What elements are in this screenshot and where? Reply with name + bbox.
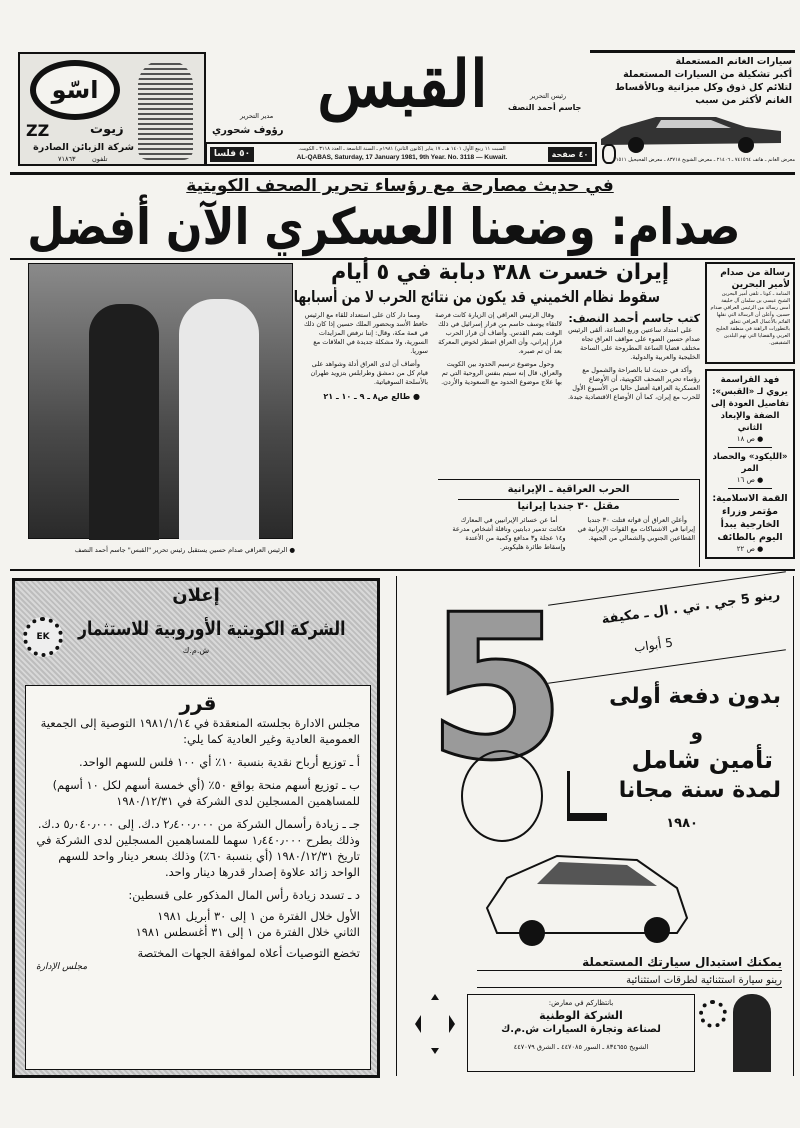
- mascot-figure: [138, 60, 193, 160]
- ghanem-used-cars-ad: [590, 50, 795, 165]
- sidebar-item-text: المنامة ـ كونا ـ تلقى أمير البحرين الشيخ عيسى بن سلمان آل خليفة أمس رسالة من الرئيس العراقي صدام حسين. وأعلن أن الرسالة التي نقلها القائم بالأعمال العراقي تتعلق بالتطورات الراهنة في منطقة الخليج العربي والقضايا التي تهم البلدين الشقيقين.: [710, 291, 790, 346]
- article-body: [300, 311, 700, 567]
- paragraph: وحول موضوع ترسيم الحدود بين الكويت والعراق، قال إنه سيتم بنفس الروحية التي تم بها علاج موضوع الحدود مع السعودية والأردن.: [441, 360, 562, 386]
- rider-illustration: [567, 771, 607, 821]
- war-box: [438, 479, 700, 567]
- dealer-company: لصناعة وتجارة السيارات ش.م.ك: [501, 1024, 661, 1035]
- offer-no-down-payment: بدون دفعة أولى: [609, 684, 781, 709]
- sedan-car-image: [596, 111, 786, 155]
- war-box-title: الحرب العراقية ـ الإيرانية: [507, 484, 630, 495]
- gear-logo-icon: [699, 1000, 727, 1028]
- sidebar-item[interactable]: [710, 492, 790, 554]
- kicker-text: في حديث مصارحة مع رؤساء تحرير الصحف الكويتية: [186, 176, 614, 196]
- right-sidebar: [705, 262, 795, 562]
- pages-badge: [548, 147, 592, 162]
- article-column-1: [568, 311, 700, 406]
- company-type: ش.م.ك: [182, 646, 210, 655]
- headline-text: صدام: وضعنا العسكري الآن أفضل: [27, 198, 741, 256]
- dateline-strip: [205, 142, 597, 166]
- subhead-2-text: سقوط نظام الخميني قد يكون من نتائج الحرب لا من أسبابها: [293, 288, 660, 306]
- news-photo: [28, 263, 293, 539]
- figure-guest: [179, 299, 259, 540]
- paragraph: وأكد في حديث لنا بالصراحة والشمول مع رؤساء تحرير الصحف الكويتية، أن الأوضاع العسكرية العراقية أفضل حاليا من الأسبوع الأول للحرب مع إيران، كما أن الأوضاع الاقتصادية جيدة.: [567, 366, 700, 401]
- company-name: الشركة الكويتية الأوروبية للاستثمار: [77, 618, 346, 640]
- product-label: زيوت: [90, 122, 124, 137]
- main-headline: [27, 198, 741, 256]
- ad-line: الغانم لأكثر من سبب: [695, 95, 792, 106]
- big-number-text: 5: [427, 572, 567, 805]
- subhead-1: [310, 260, 690, 286]
- sidebar-item-title: القمة الاسلامية: مؤتمر وزراء الخارجية يبدأ اليوم بالطائف: [712, 493, 788, 543]
- subhead-1-text: إيران خسرت ٣٨٨ دبابة في ٥ أيام: [330, 260, 670, 285]
- continued-reference: ● طالع ص٨ ـ ٩ ـ ١٠ ـ ٢١: [323, 392, 420, 401]
- paragraph: وقال الرئيس العراقي إن الزيارة كانت فرصة لالتقاء يوسف حاسم من قرار إسرائيل في ذلك الوقت بضم القدس. وأضاف أن قرار الحرب قرار إيراني، وأن العراق اضطر لخوض المعركة بعد أن تم صبره.: [435, 311, 562, 355]
- year-label: ١٩٨٠: [666, 816, 698, 831]
- price-label: ٥٠ فلسا: [213, 149, 251, 159]
- page-ref: ● ص ٢٢: [736, 545, 764, 553]
- renault-5-ad: [396, 572, 794, 1076]
- showrooms-label: بانتظاركم في معارض:: [548, 999, 614, 1007]
- sidebar-item[interactable]: [710, 451, 790, 485]
- page-ref: ● ص ١٦: [736, 476, 764, 484]
- seal-icon: [602, 144, 616, 164]
- kuwait-european-investment-notice: [12, 578, 380, 1078]
- photo-caption: ● الرئيس العراقي صدام حسين يستقبل رئيس تحرير "القبس" جاسم أحمد النصف: [74, 546, 295, 554]
- phone-label: تلفون: [92, 155, 108, 163]
- ek-logo: EK: [23, 617, 63, 657]
- notice-item: ب ـ توزيع أسهم منحة بواقع ٥٠٪ (أي خمسة أسهم لكل ١٠ أسهم) للمساهمين المسجلين لدى الشركة في ١٩٨٠/١٢/٣١: [52, 778, 360, 808]
- notice-item: أ ـ توزيع أرباح نقدية بنسبة ١٠٪ أي ١٠٠ فلس للسهم الواحد.: [78, 755, 360, 769]
- sidebar-item-title: فهد القراسمة يروي لـ «القبس»: تفاصيل العودة إلى الضفة والإبعاد الثاني: [710, 375, 789, 433]
- pages-label: ٤٠ صفحة: [551, 150, 589, 159]
- managing-editor-name: رؤوف شحوري: [212, 125, 284, 136]
- subhead-2: [293, 288, 660, 307]
- kicker: [120, 176, 680, 196]
- sidebar-item: [705, 262, 795, 364]
- section-divider: [10, 569, 795, 571]
- offer-insurance: تأمين شامل: [631, 746, 773, 774]
- esso-logo: [30, 60, 120, 120]
- ad-footer: معرض الغانم ـ هاتف ٧٤١٥٦٤ ـ ٢١٤٠٦ ـ معرض الشويخ ٨٣٧١٨ ـ معرض الفحيحيل ٧١٥١١: [613, 157, 795, 163]
- managing-editor-label: مدير التحرير: [240, 112, 274, 120]
- sidebar-item[interactable]: [710, 374, 790, 444]
- brand-name: اسّو: [51, 76, 99, 104]
- signature: مجلس الإدارة: [36, 962, 88, 972]
- notice-item: جـ ـ زيادة رأسمال الشركة من ٢٫٤٠٠٫٠٠٠ د.ك. إلى ٥٫٠٤٠٫٠٠٠ د.ك. وذلك بطرح ١٫٤٤٠٫٠٠٠ سهما للمساهمين المسجلين لدى الشركة في تاريخ ١٩٨٠/١٢/٣١ (أي بنسبة ٦٠٪) وذلك بسعر دينار واحد للسهم الواحد زائد علاوة إصدار قدرها دينار واحد.: [36, 817, 360, 879]
- tradein-line: يمكنك استبدال سيارتك المستعملة: [477, 954, 782, 971]
- byline: كتب جاسم أحمد النصف:: [568, 312, 700, 325]
- notice-header: إعلان: [172, 585, 220, 606]
- chief-editor-label: رئيس التحرير: [530, 92, 567, 100]
- paragraph: وأضاف أن لدى العراق أدلة وشواهد على قيام كل من دمشق وطرابلس بتزويد طهران بالأسلحة السوفياتية.: [310, 360, 428, 386]
- notice-footer: تخضع التوصيات أعلاه لموافقة الجهات المختصة: [137, 946, 360, 960]
- paragraph: أما عن خسائر الإيرانيين في المعارك فكانت تدمير دبابتين وناقلة أشخاص مدرعة و١٤ عجلة و٣ مدافع وكمية من الأعتدة وإسقاط طائرة هليكوبتر.: [452, 516, 566, 551]
- dealer-name: الشركة الوطنية: [539, 1009, 623, 1022]
- chief-editor-name: جاسم أحمد النصف: [508, 103, 582, 112]
- renault-5-car-image: [477, 838, 697, 948]
- dealer-figure: [733, 994, 771, 1072]
- article-column-2: [434, 311, 562, 391]
- sidebar-item-title: رسالة من صدام لأمير البحرين: [720, 268, 790, 290]
- renault-diamond-logo: [415, 994, 455, 1054]
- arabic-dateline: السبت ١١ ربيع الأول ١٤٠١ هـ ـ ١٧ يناير (كانون الثاني) ١٩٨١م ـ السنة التاسعة ـ العدد ٣١١٨ ـ الكويت.: [298, 146, 506, 152]
- ad-line: سيارات الغانم المستعملة: [675, 56, 792, 67]
- ad-line: أكبر تشكيلة من السيارات المستعملة: [623, 69, 792, 80]
- installment: الثاني خلال الفترة من ١ إلى ٣١ أغسطس ١٩٨١: [135, 925, 360, 939]
- masthead-title: [300, 48, 505, 138]
- page-ref: ● ص ١٨: [736, 435, 764, 443]
- esso-oil-ad: [18, 52, 206, 166]
- dealer-box: [467, 994, 695, 1072]
- ad-line: لتلائم كل ذوق وكل ميزانية وبالأقساط: [615, 82, 792, 93]
- masthead-divider: [10, 172, 795, 175]
- price-badge: [210, 147, 254, 162]
- installment: الأول خلال الفترة من ١ إلى ٣٠ أبريل ١٩٨١: [157, 909, 360, 923]
- war-box-subtitle: مقتل ٣٠ جنديا إيرانيا: [458, 499, 679, 513]
- notice-intro: مجلس الادارة بجلسته المنعقدة في ١٩٨١/١/١٤ التوصية إلى الجمعية العمومية العادية وغير العادية كما يلي:: [40, 716, 360, 746]
- phone-number: ٧١٨٦٣: [58, 155, 76, 163]
- dealer-phones: الشويخ ٨٣٤٦٥٥ ـ السور ٤٤٧٠٨٥ ـ الشرق ٤٤٧٠٧٩: [513, 1043, 649, 1051]
- tagline: رينو سيارة استثنائية لطرقات استثنائية: [477, 974, 782, 988]
- sidebar-item-title: «الليكود» والحصاد المر: [712, 452, 788, 474]
- notice-item: د ـ تسدد زيادة رأس المال المذكور على قسطين:: [128, 888, 360, 902]
- notice-body: [25, 685, 371, 1070]
- english-dateline: AL-QABAS, Saturday, 17 January 1981, 9th Year. No. 3118 — Kuwait.: [296, 154, 508, 161]
- newspaper-name: القبس: [317, 47, 488, 122]
- paragraph: ومما دار كان على استعداد للقاء مع الرئيس حافظ الأسد وبحضور الملك حسين إذا كان ذلك في قمة مكة، وقال: إننا نرفض المزايدات السورية، ولا مشكلة جديدة في العلاقات مع سوريا.: [304, 311, 428, 355]
- zzz-logo: ZZ: [26, 121, 50, 140]
- model-name: رينو 5 جي . تي . ال ـ مكيفة: [600, 587, 782, 628]
- company-name: شركة الزبائن الصادرة: [33, 142, 134, 153]
- article-column-3: [300, 311, 428, 406]
- paragraph: على امتداد ساعتين وربع الساعة، ألقى الرئيس صدام حسين الضوء على مواقف العراق تجاه مختلف قضايا الساعة المطروحة على الساحة الخليجية والعربية والدولية.: [568, 326, 700, 361]
- loop-line-graphic: [452, 736, 562, 846]
- and-label: و: [690, 720, 703, 744]
- figure-saddam: [89, 304, 159, 540]
- offer-free-year: لمدة سنة مجانا: [618, 778, 781, 803]
- paragraph: وأعلن العراق أن قواته قتلت ٣٠ جنديا إيرانيا في الاشتباكات مع القوات الإيرانية في القطاعين الجنوبي والشمالي من الجبهة.: [577, 516, 695, 542]
- notice-title: قرر: [179, 691, 217, 715]
- sidebar-index: [705, 369, 795, 559]
- doors-label: 5 أبواب: [633, 635, 674, 655]
